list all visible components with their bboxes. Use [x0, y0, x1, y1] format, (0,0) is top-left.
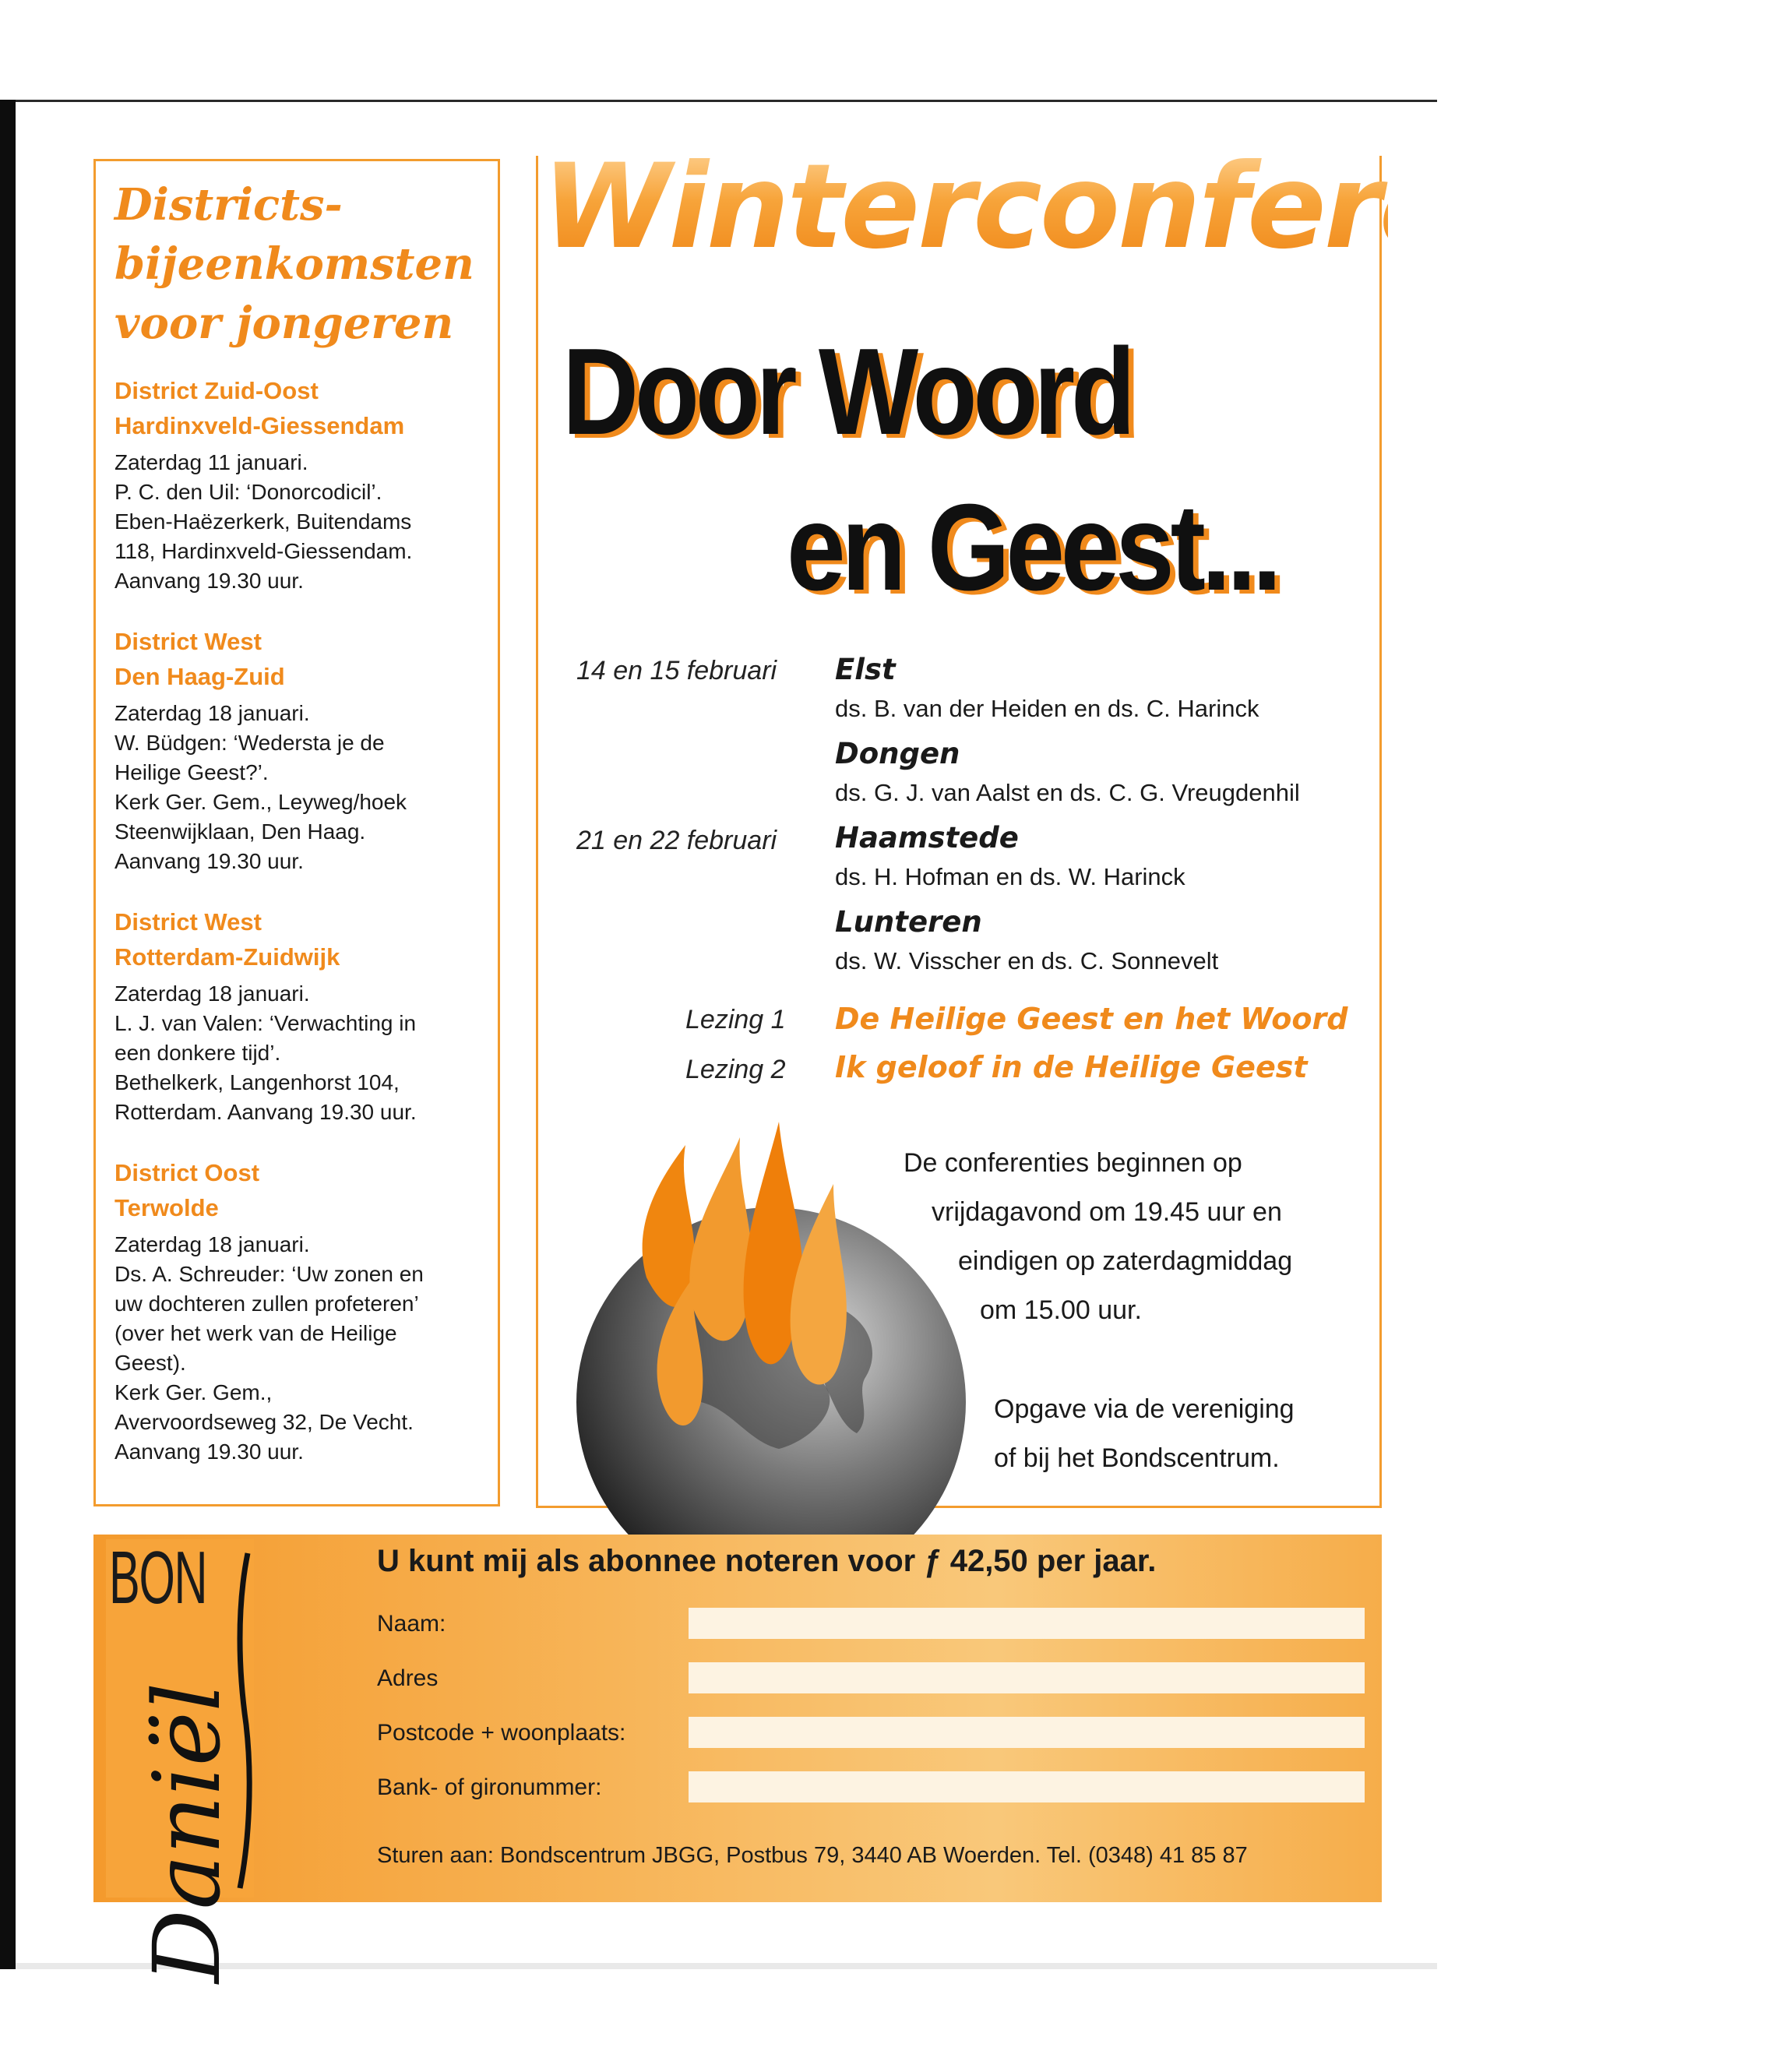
registration-line: Opgave via de vereniging [994, 1394, 1295, 1424]
event-line: Kerk Ger. Gem., Leyweg/hoek [114, 790, 407, 814]
event-line: Kerk Ger. Gem., [114, 1380, 273, 1404]
event-rotterdam [114, 904, 479, 1127]
conference-info-line: De conferenties beginnen op [904, 1148, 1242, 1178]
title-line: voor jongeren [114, 298, 454, 349]
event-den-haag [114, 624, 479, 876]
event-district: District Oost [114, 1159, 260, 1186]
conference-place: Dongen [835, 737, 960, 770]
lecture-title: Ik geloof in de Heilige Geest [835, 1050, 1308, 1084]
district-meetings-box [93, 159, 500, 1506]
event-line: Heilige Geest?’. [114, 760, 269, 784]
event-line: P. C. den Uil: ‘Donorcodicil’. [114, 480, 382, 504]
postcode-field[interactable] [689, 1717, 1365, 1748]
event-place: Rotterdam-Zuidwijk [114, 943, 340, 971]
conference-place: Elst [835, 653, 896, 686]
address-field[interactable] [689, 1662, 1365, 1693]
name-label: Naam: [377, 1611, 446, 1637]
conference-speakers: ds. B. van der Heiden en ds. C. Harinck [835, 695, 1259, 722]
event-line: Geest). [114, 1351, 186, 1375]
postcode-label: Postcode + woonplaats: [377, 1720, 626, 1746]
event-line: Aanvang 19.30 uur. [114, 1439, 304, 1464]
registration-line: of bij het Bondscentrum. [994, 1443, 1280, 1473]
page-edge-top [16, 100, 1437, 102]
event-line: uw dochteren zullen profeteren’ [114, 1291, 419, 1316]
event-line: Zaterdag 18 januari. [114, 1232, 310, 1256]
conference-info-line: eindigen op zaterdagmiddag [958, 1246, 1293, 1276]
conference-speakers: ds. H. Hofman en ds. W. Harinck [835, 863, 1185, 890]
event-place: Terwolde [114, 1194, 219, 1221]
lecture-label: Lezing 2 [685, 1055, 786, 1084]
lecture-title: De Heilige Geest en het Woord [835, 1002, 1348, 1036]
winter-conference-header: Winterconferenties [542, 137, 1388, 277]
event-line: 118, Hardinxveld-Giessendam. [114, 539, 413, 563]
conference-place: Lunteren [835, 905, 982, 939]
event-place: Den Haag-Zuid [114, 663, 285, 690]
event-line: L. J. van Valen: ‘Verwachting in [114, 1011, 417, 1035]
event-line: Zaterdag 18 januari. [114, 981, 310, 1006]
event-district: District West [114, 908, 262, 936]
schedule-date: 21 en 22 februari [576, 826, 777, 855]
event-line: Zaterdag 11 januari. [114, 450, 308, 474]
bank-field[interactable] [689, 1771, 1365, 1802]
event-line: Bethelkerk, Langenhorst 104, [114, 1070, 400, 1094]
event-zuid-oost [114, 373, 479, 596]
event-line: Zaterdag 18 januari. [114, 701, 310, 725]
event-details [114, 979, 479, 1127]
main-title-line-2: en Geest... [787, 479, 1278, 616]
page-edge-left [0, 100, 16, 1969]
conference-info-line: vrijdagavond om 19.45 uur en [932, 1197, 1282, 1227]
event-line: een donkere tijd’. [114, 1041, 281, 1065]
event-line: Aanvang 19.30 uur. [114, 569, 304, 593]
event-line: Ds. A. Schreuder: ‘Uw zonen en [114, 1262, 424, 1286]
district-meetings-title [114, 175, 479, 353]
title-line: Districts- [114, 179, 343, 231]
conference-place: Haamstede [835, 821, 1019, 855]
event-district: District Zuid-Oost [114, 377, 319, 404]
event-line: Aanvang 19.30 uur. [114, 849, 304, 873]
event-place: Hardinxveld-Giessendam [114, 412, 405, 439]
conference-info-line: om 15.00 uur. [980, 1295, 1142, 1325]
logo-swoosh-icon [234, 1545, 257, 1896]
event-terwolde [114, 1155, 479, 1467]
event-details [114, 1230, 479, 1467]
event-line: Eben-Haëzerkerk, Buitendams [114, 509, 412, 534]
event-line: Rotterdam. Aanvang 19.30 uur. [114, 1100, 417, 1124]
lecture-label: Lezing 1 [685, 1005, 786, 1034]
event-line: Steenwijklaan, Den Haag. [114, 819, 366, 844]
event-line: W. Büdgen: ‘Wedersta je de [114, 731, 385, 755]
schedule-date: 14 en 15 februari [576, 656, 777, 685]
conference-speakers: ds. W. Visscher en ds. C. Sonnevelt [835, 947, 1219, 974]
bon-daniel-logo [106, 1536, 254, 1983]
name-field[interactable] [689, 1608, 1365, 1639]
event-details [114, 699, 479, 876]
mailing-address: Sturen aan: Bondscentrum JBGG, Postbus 79, 3440 AB Woerden. Tel. (0348) 41 85 87 [377, 1843, 1248, 1868]
address-label: Adres [377, 1665, 439, 1691]
conference-speakers: ds. G. J. van Aalst en ds. C. G. Vreugdenhil [835, 779, 1300, 806]
main-title-line-1: Door Woord [562, 323, 1132, 460]
title-line: bijeenkomsten [114, 238, 474, 290]
bon-logo-text: BON [109, 1536, 207, 1619]
globe-flames-illustration [545, 1075, 950, 1496]
subscription-heading: U kunt mij als abonnee noteren voor ƒ 42,50 per jaar. [377, 1544, 1157, 1578]
event-details [114, 448, 479, 596]
bank-label: Bank- of gironummer: [377, 1774, 602, 1800]
daniel-logo-script: Daniël [133, 1682, 241, 1983]
event-line: (over het werk van de Heilige [114, 1321, 397, 1345]
event-district: District West [114, 628, 262, 655]
flame-shape [689, 1137, 752, 1341]
event-line: Avervoordseweg 32, De Vecht. [114, 1410, 414, 1434]
flame-shape [643, 1145, 695, 1307]
